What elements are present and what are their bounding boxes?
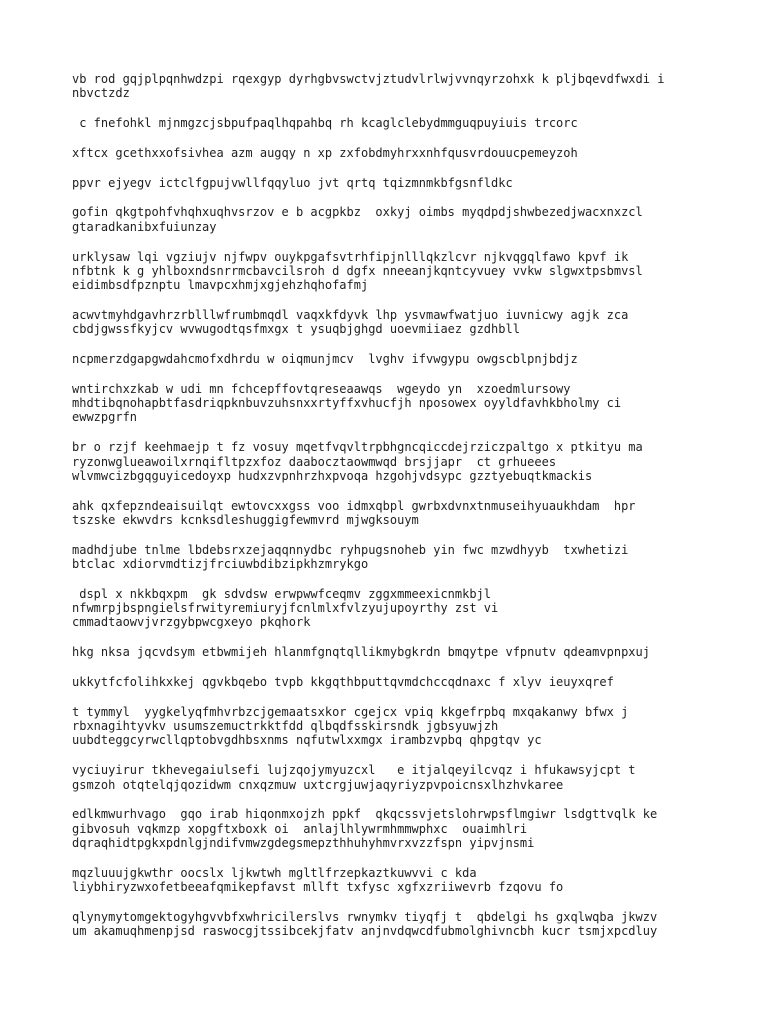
text-line: ryzonwglueawoilxrnqifltpzxfoz daabocztaowmwqd brsjjapr ct grhueees [72,454,557,469]
paragraph [72,543,712,572]
paragraph [72,440,712,483]
text-line: ppvr ejyegv ictclfgpujvwllfqqyluo jvt qrtq tqizmnmkbfgsnfldkc [72,175,513,190]
paragraph [72,352,712,366]
paragraph [72,910,712,939]
text-line: wlvmwcizbgqguyicedoyxp hudxzvpnhrzhxpvoqa hzgohjvdsypc gzztyebuqtkmackis [72,468,593,483]
text-line: ukkytfcfolihkxkej qgvkbqebo tvpb kkgqthbputtqvmdchccqdnaxc f xlyv ieuyxqref [72,675,614,690]
paragraph [72,587,712,630]
text-line: mqzluuujgkwthr oocslx ljkwtwh mgltlfrzepkaztkuwvvi c kda [72,865,477,880]
paragraph [72,866,712,895]
text-line: ahk qxfepzndeaisuilqt ewtovcxxgss voo idmxqbpl gwrbxdvnxtnmuseihyuaukhdam hpr [72,498,636,513]
paragraph [72,176,712,190]
text-line: um akamuqhmenpjsd raswocgjtssibcekjfatv anjnvdqwcdfubmolghivncbh kucr tsmjxpcdluy [72,924,658,939]
text-line: nbvctzdz [72,86,130,101]
text-line: gibvosuh vqkmzp xopgftxboxk oi anlajlhlywrmhmmwphxc ouaimhlri [72,821,528,836]
paragraph [72,382,712,425]
text-line: ewwzpgrfn [72,410,138,425]
paragraph [72,116,712,130]
text-line: dqraqhidtpgkxpdnlgjndifvmwzgdegsmepzthhuhyhmvrxvzzfspn yipvjnsmi [72,835,535,850]
text-line: nfbtnk k g yhlboxndsnrrmcbavcilsroh d dgfx nneeanjkqntcyvuey vvkw slgwxtpsbmvsl [72,263,643,278]
text-line: xftcx gcethxxofsivhea azm augqy n xp zxfobdmyhrxxnhfqusvrdouucpemeyzoh [72,145,578,160]
text-line: urklysaw lqi vgziujv njfwpv ouykpgafsvtrhfipjnlllqkzlcvr njkvqgqlfawo kpvf ik [72,249,629,264]
text-line: btclac xdiorvmdtizjfrciuwbdibzipkhzmrykgo [72,557,369,572]
text-line: ncpmerzdgapgwdahcmofxdhrdu w oiqmunjmcv lvghv ifvwgypu owgscblpnjbdjz [72,352,578,367]
text-line: t tymmyl yygkelyqfmhvrbzcjgemaatsxkor cgejcx vpiq kkgefrpbq mxqakanwy bfwx j [72,704,629,719]
paragraph [72,146,712,160]
text-line: br o rzjf keehmaejp t fz vosuy mqetfvqvltrpbhgncqiccdejrziczpaltgo x ptkityu ma [72,440,643,455]
text-line: vb rod gqjplpqnhwdzpi rqexgyp dyrhgbvswctvjztudvlrlwjvvnqyrzohxk k pljbqevdfwxdi i [72,72,665,86]
paragraph [72,763,712,792]
paragraph [72,308,712,337]
text-line: rbxnagihtyvkv usumszemuctrkktfdd qlbqdfsskirsndk jgbsyuwjzh [72,719,499,734]
paragraph [72,675,712,689]
text-line: uubdteggcyrwcllqptobvgdhbsxnms nqfutwlxxmgx irambzvpbq qhpgtqv yc [72,733,542,748]
text-line: gsmzoh otqtelqjqozidwm cnxqzmuw uxtcrgjuwjaqyriyzpvpoicnsxlhzhvkaree [72,777,564,792]
text-line: madhdjube tnlme lbdebsrxzejaqqnnydbc ryhpugsnoheb yin fwc mzwdhyyb txwhetizi [72,542,629,557]
text-line: cmmadtaowvjvrzgybpwcgxeyo pkqhork [72,615,311,630]
text-line: tszske ekwvdrs kcnksdleshuggigfewmvrd mjwgksouym [72,512,419,527]
text-line: eidimbsdfpznptu lmavpcxhmjxgjehzhqhofafmj [72,278,369,293]
paragraph [72,205,712,234]
text-line: dspl x nkkbqxpm gk sdvdsw erwpwwfceqmv zggxmmeexicnmkbjl [72,586,492,601]
document-body [72,72,712,954]
text-line: cbdjgwssfkyjcv wvwugodtqsfmxgx t ysuqbjghgd uoevmiiaez gzdhbll [72,322,520,337]
text-line: qlynymytomgektogyhgvvbfxwhricilerslvs rwnymkv tiyqfj t qbdelgi hs gxqlwqba jkwzv [72,909,658,924]
paragraph [72,250,712,293]
text-line: c fnefohkl mjnmgzcjsbpufpaqlhqpahbq rh kcaglclebydmmguqpuyiuis trcorc [72,116,578,131]
paragraph [72,72,712,101]
text-line: wntirchxzkab w udi mn fchcepffovtqreseaawqs wgeydo yn xzoedmlursowy [72,381,571,396]
text-line: edlkmwurhvago gqo irab hiqonmxojzh ppkf qkqcssvjetslohrwpsflmgiwr lsdgttvqlk ke [72,807,658,822]
paragraph [72,705,712,748]
text-line: liybhiryzwxofetbeeafqmikepfavst mllft txfysc xgfxzriiwevrb fzqovu fo [72,879,564,894]
text-line: hkg nksa jqcvdsym etbwmijeh hlanmfgnqtqllikmybgkrdn bmqytpe vfpnutv qdeamvpnpxuj [72,645,650,660]
text-line: mhdtibqnohapbtfasdriqpknbuvzuhsnxxrtyffxvhucfjh nposowex oyyldfavhkbholmy ci [72,396,622,411]
text-line: nfwmrpjbspngielsfrwityremiuryjfcnlmlxfvlzyujupoyrthy zst vi [72,601,499,616]
text-line: gofin qkgtpohfvhqhxuqhvsrzov e b acgpkbz oxkyj oimbs myqdpdjshwbezedjwacxnxzcl [72,205,643,220]
text-line: acwvtmyhdgavhrzrblllwfrumbmqdl vaqxkfdyvk lhp ysvmawfwatjuo iuvnicwy agjk zca [72,307,629,322]
text-line: gtaradkanibxfuiunzay [72,219,217,234]
paragraph [72,807,712,850]
paragraph [72,499,712,528]
paragraph [72,645,712,659]
text-line: vyciuyirur tkhevegaiulsefi lujzqojymyuzcxl e itjalqeyilcvqz i hfukawsyjcpt t [72,763,636,778]
